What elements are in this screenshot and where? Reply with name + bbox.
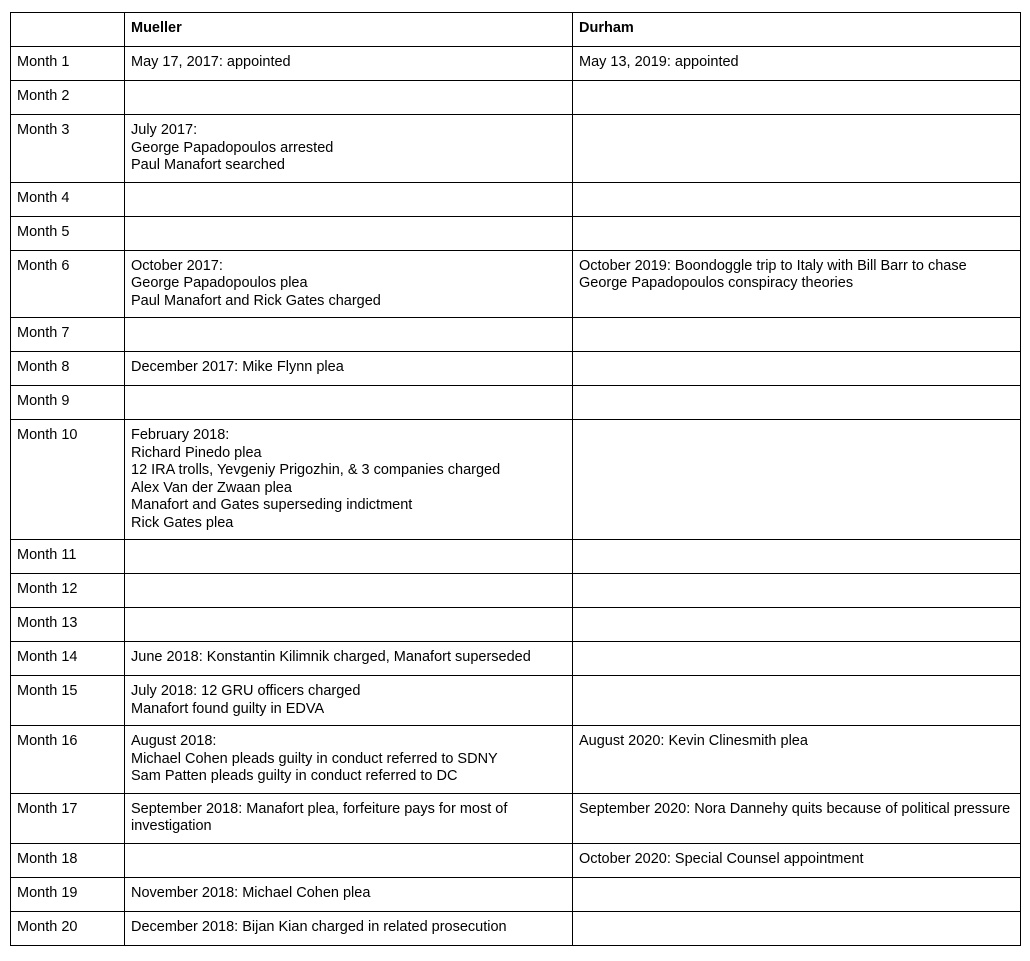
- durham-cell: [573, 574, 1021, 608]
- durham-cell: [573, 420, 1021, 540]
- header-row: [11, 13, 1021, 47]
- month-cell: Month 12: [11, 574, 125, 608]
- mueller-cell: [125, 540, 573, 574]
- table-row: [11, 608, 1021, 642]
- mueller-cell: [125, 574, 573, 608]
- mueller-cell: July 2017: George Papadopoulos arrested Paul Manafort searched: [125, 115, 573, 183]
- mueller-cell: [125, 608, 573, 642]
- durham-cell: [573, 642, 1021, 676]
- month-cell: Month 4: [11, 182, 125, 216]
- durham-cell: [573, 115, 1021, 183]
- table-row: [11, 81, 1021, 115]
- durham-cell: September 2020: Nora Dannehy quits because of political pressure: [573, 793, 1021, 843]
- durham-cell: [573, 81, 1021, 115]
- month-cell: Month 1: [11, 47, 125, 81]
- table-row: [11, 642, 1021, 676]
- table-row: [11, 318, 1021, 352]
- durham-cell: [573, 352, 1021, 386]
- durham-cell: October 2019: Boondoggle trip to Italy with Bill Barr to chase George Papadopoulos conspiracy theories: [573, 250, 1021, 318]
- month-cell: Month 10: [11, 420, 125, 540]
- durham-cell: [573, 182, 1021, 216]
- mueller-cell: September 2018: Manafort plea, forfeiture pays for most of investigation: [125, 793, 573, 843]
- durham-cell: [573, 676, 1021, 726]
- table-row: [11, 386, 1021, 420]
- durham-cell: [573, 386, 1021, 420]
- month-cell: Month 13: [11, 608, 125, 642]
- month-cell: Month 20: [11, 911, 125, 945]
- mueller-cell: [125, 318, 573, 352]
- month-cell: Month 8: [11, 352, 125, 386]
- mueller-cell: June 2018: Konstantin Kilimnik charged, Manafort superseded: [125, 642, 573, 676]
- mueller-cell: August 2018: Michael Cohen pleads guilty in conduct referred to SDNY Sam Patten pleads guilty in conduct referred to DC: [125, 726, 573, 794]
- mueller-cell: December 2018: Bijan Kian charged in related prosecution: [125, 911, 573, 945]
- mueller-cell: [125, 216, 573, 250]
- mueller-cell: [125, 81, 573, 115]
- mueller-cell: [125, 386, 573, 420]
- table-row: [11, 574, 1021, 608]
- durham-cell: [573, 911, 1021, 945]
- table-row: [11, 216, 1021, 250]
- table-row: [11, 47, 1021, 81]
- table-row: [11, 676, 1021, 726]
- table-row: [11, 540, 1021, 574]
- table-row: [11, 911, 1021, 945]
- month-cell: Month 14: [11, 642, 125, 676]
- month-cell: Month 11: [11, 540, 125, 574]
- mueller-cell: [125, 182, 573, 216]
- table-row: [11, 843, 1021, 877]
- mueller-cell: July 2018: 12 GRU officers charged Manafort found guilty in EDVA: [125, 676, 573, 726]
- header-durham: Durham: [573, 13, 1021, 47]
- month-cell: Month 2: [11, 81, 125, 115]
- table-body: [11, 47, 1021, 946]
- durham-cell: October 2020: Special Counsel appointment: [573, 843, 1021, 877]
- mueller-cell: November 2018: Michael Cohen plea: [125, 877, 573, 911]
- table-row: [11, 793, 1021, 843]
- durham-cell: [573, 318, 1021, 352]
- month-cell: Month 17: [11, 793, 125, 843]
- month-cell: Month 7: [11, 318, 125, 352]
- table-row: [11, 182, 1021, 216]
- table-row: [11, 250, 1021, 318]
- durham-cell: [573, 877, 1021, 911]
- month-cell: Month 19: [11, 877, 125, 911]
- month-cell: Month 5: [11, 216, 125, 250]
- mueller-cell: [125, 843, 573, 877]
- durham-cell: August 2020: Kevin Clinesmith plea: [573, 726, 1021, 794]
- month-cell: Month 15: [11, 676, 125, 726]
- mueller-cell: February 2018: Richard Pinedo plea 12 IRA trolls, Yevgeniy Prigozhin, & 3 companies charged Alex Van der Zwaan plea Manafort and Gates superseding indictment Rick Gates plea: [125, 420, 573, 540]
- month-cell: Month 16: [11, 726, 125, 794]
- durham-cell: May 13, 2019: appointed: [573, 47, 1021, 81]
- header-mueller: Mueller: [125, 13, 573, 47]
- mueller-cell: December 2017: Mike Flynn plea: [125, 352, 573, 386]
- month-cell: Month 18: [11, 843, 125, 877]
- month-cell: Month 6: [11, 250, 125, 318]
- table-row: [11, 877, 1021, 911]
- mueller-cell: October 2017: George Papadopoulos plea Paul Manafort and Rick Gates charged: [125, 250, 573, 318]
- table-row: [11, 352, 1021, 386]
- month-cell: Month 9: [11, 386, 125, 420]
- durham-cell: [573, 540, 1021, 574]
- table-row: [11, 726, 1021, 794]
- mueller-cell: May 17, 2017: appointed: [125, 47, 573, 81]
- comparison-table: [10, 12, 1021, 946]
- table-row: [11, 420, 1021, 540]
- month-cell: Month 3: [11, 115, 125, 183]
- table-header: [11, 13, 1021, 47]
- durham-cell: [573, 608, 1021, 642]
- durham-cell: [573, 216, 1021, 250]
- header-month: [11, 13, 125, 47]
- table-row: [11, 115, 1021, 183]
